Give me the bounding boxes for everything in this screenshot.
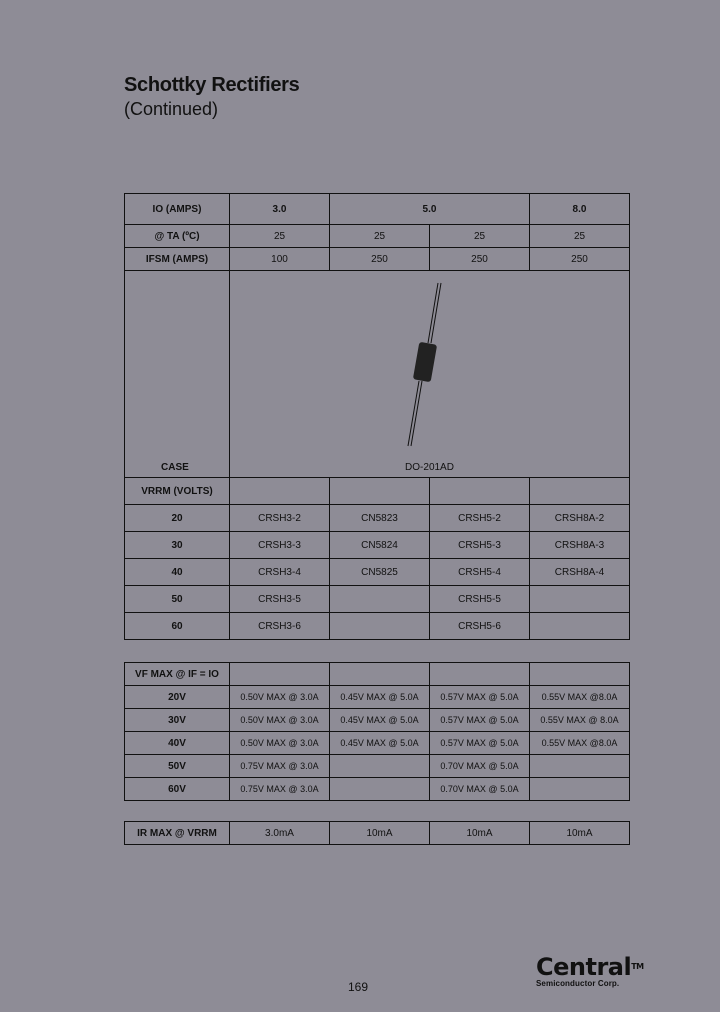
table-row: 30V 0.50V MAX @ 3.0A 0.45V MAX @ 5.0A 0.57V MAX @ 5.0A 0.55V MAX @ 8.0A xyxy=(125,709,630,732)
vf-table xyxy=(124,662,630,801)
selection-table xyxy=(124,193,630,640)
io-value: 8.0 xyxy=(530,194,630,225)
page-title: Schottky Rectifiers xyxy=(124,74,300,96)
ifsm-value: 100 xyxy=(230,248,330,271)
case-label-cell xyxy=(125,271,230,478)
table-row: 50V 0.75V MAX @ 3.0A 0.70V MAX @ 5.0A xyxy=(125,755,630,778)
ifsm-value: 250 xyxy=(530,248,630,271)
ta-value: 25 xyxy=(430,225,530,248)
io-label: IO (AMPS) xyxy=(125,194,230,225)
ir-label: IR MAX @ VRRM xyxy=(125,822,230,845)
ir-table xyxy=(124,821,630,845)
case-diagram-cell xyxy=(230,271,630,478)
case-value: DO-201AD xyxy=(405,462,454,473)
table-row: IR MAX @ VRRM 3.0mA 10mA 10mA 10mA xyxy=(125,822,630,845)
table-row: 50 CRSH3-5 CRSH5-5 xyxy=(125,586,630,613)
company-logo xyxy=(536,955,644,988)
ta-value: 25 xyxy=(330,225,430,248)
logo-tm: TM xyxy=(631,962,644,971)
table-row: 30 CRSH3-3 CN5824 CRSH5-3 CRSH8A-3 xyxy=(125,532,630,559)
logo-name: Central xyxy=(536,953,632,981)
page-number: 169 xyxy=(348,980,369,994)
ifsm-value: 250 xyxy=(330,248,430,271)
vf-label: VF MAX @ IF = IO xyxy=(125,663,230,686)
io-value: 5.0 xyxy=(330,194,530,225)
vrrm-label: VRRM (VOLTS) xyxy=(125,478,230,505)
table-row: 20 CRSH3-2 CN5823 CRSH5-2 CRSH8A-2 xyxy=(125,505,630,532)
io-value: 3.0 xyxy=(230,194,330,225)
ta-value: 25 xyxy=(230,225,330,248)
page-subtitle: (Continued) xyxy=(124,99,219,119)
case-label: CASE xyxy=(161,462,189,473)
table-row: 20V 0.50V MAX @ 3.0A 0.45V MAX @ 5.0A 0.57V MAX @ 5.0A 0.55V MAX @8.0A xyxy=(125,686,630,709)
diode-package-icon xyxy=(400,281,460,451)
ifsm-value: 250 xyxy=(430,248,530,271)
table-row: 40V 0.50V MAX @ 3.0A 0.45V MAX @ 5.0A 0.57V MAX @ 5.0A 0.55V MAX @8.0A xyxy=(125,732,630,755)
ta-label: @ TA (ºC) xyxy=(125,225,230,248)
ifsm-label: IFSM (AMPS) xyxy=(125,248,230,271)
table-row: 40 CRSH3-4 CN5825 CRSH5-4 CRSH8A-4 xyxy=(125,559,630,586)
logo-subtitle: Semiconductor Corp. xyxy=(536,979,620,988)
ta-value: 25 xyxy=(530,225,630,248)
table-row: 60 CRSH3-6 CRSH5-6 xyxy=(125,613,630,640)
table-row: 60V 0.75V MAX @ 3.0A 0.70V MAX @ 5.0A xyxy=(125,778,630,801)
